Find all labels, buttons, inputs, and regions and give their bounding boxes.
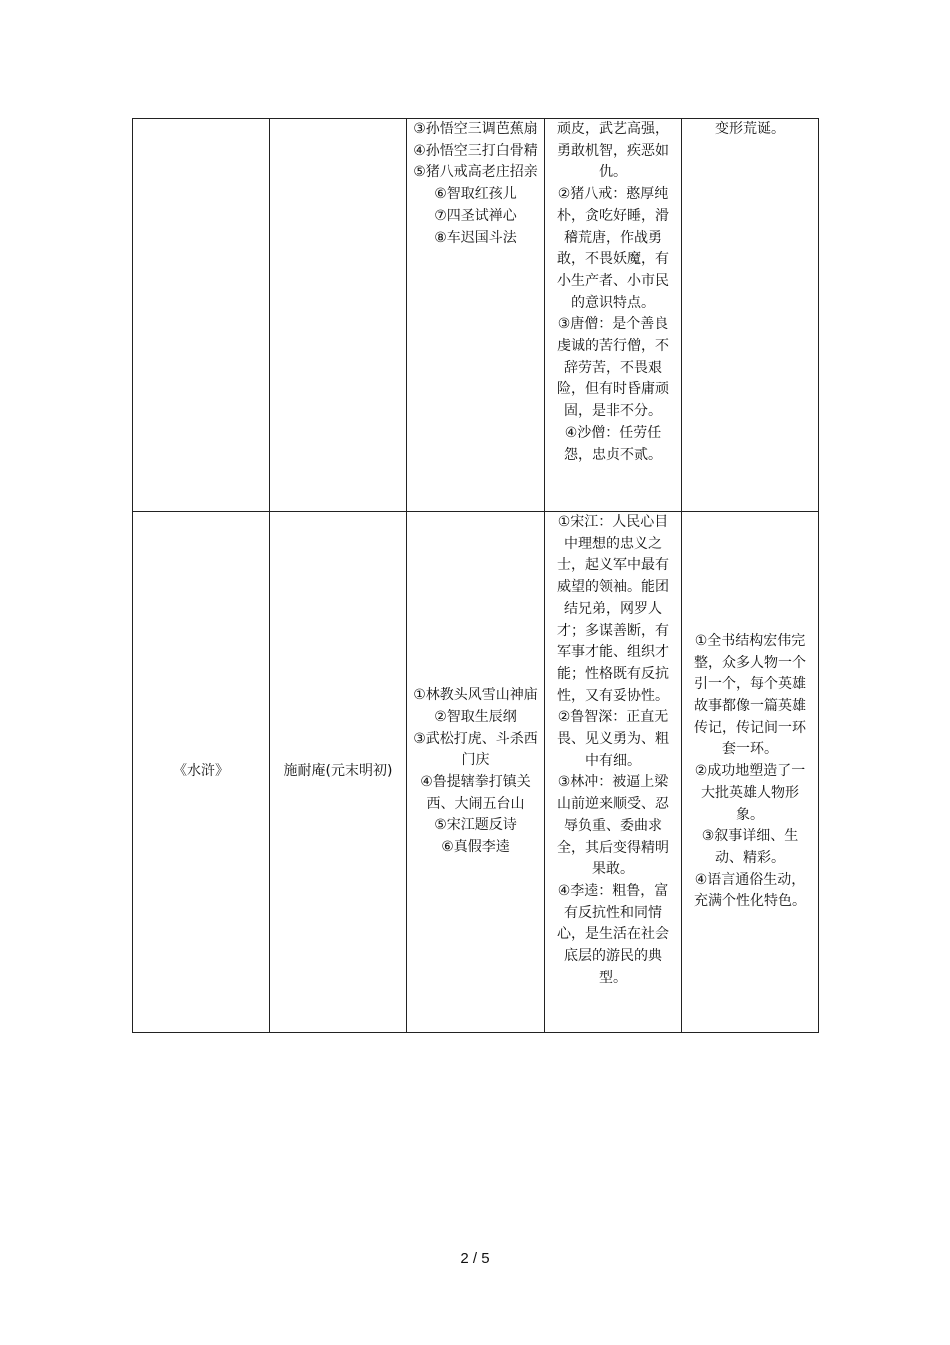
chapter-item: ⑥智取红孩儿 bbox=[434, 186, 517, 203]
chapter-item: ③武松打虎、斗杀西门庆 bbox=[413, 730, 538, 769]
chapter-item: ②智取生辰纲 bbox=[434, 708, 517, 725]
chapter-item: ①林教头风雪山神庙 bbox=[413, 687, 538, 704]
character-item: 顽皮，武艺高强，勇敢机智，疾恶如仇。 bbox=[557, 121, 669, 181]
character-item: ③唐僧：是个善良虔诚的苦行僧，不辞劳苦，不畏艰险，但有时昏庸顽固，是非不分。 bbox=[557, 316, 669, 420]
chapter-item: ⑦四圣试禅心 bbox=[434, 207, 517, 224]
characters-cell bbox=[545, 119, 682, 512]
feature-item: 变形荒诞。 bbox=[715, 121, 785, 137]
feature-item: ②成功地塑造了一大批英雄人物形象。 bbox=[694, 763, 806, 823]
character-item: ②猪八戒：憨厚纯朴，贪吃好睡，滑稽荒唐，作战勇敢，不畏妖魔，有小生产者、小市民的意识特点。 bbox=[557, 186, 669, 311]
chapter-item: ⑤宋江题反诗 bbox=[434, 817, 517, 834]
book-title-cell bbox=[133, 512, 270, 1033]
table-row bbox=[133, 119, 819, 512]
feature-item: ①全书结构宏伟完整，众多人物一个引一个，每个英雄故事都像一篇英雄传记，传记间一环套一环。 bbox=[694, 632, 806, 758]
book-title-cell bbox=[133, 119, 270, 512]
author-cell bbox=[270, 512, 407, 1033]
author-cell bbox=[270, 119, 407, 512]
chapter-item: ④孙悟空三打白骨精 bbox=[413, 142, 538, 159]
page-number: 2 / 5 bbox=[460, 1250, 490, 1267]
character-item: ④李逵：粗鲁，富有反抗性和同情心，是生活在社会底层的游民的典型。 bbox=[557, 882, 669, 986]
literature-table bbox=[132, 118, 819, 1033]
feature-item: ③叙事详细、生动、精彩。 bbox=[701, 828, 799, 866]
chapter-item: ③孙悟空三调芭蕉扇 bbox=[413, 121, 538, 137]
chapter-item: ⑧车迟国斗法 bbox=[434, 229, 517, 246]
chapters-cell bbox=[407, 512, 545, 1033]
chapters-cell bbox=[407, 119, 545, 512]
book-title: 《水浒》 bbox=[173, 763, 229, 780]
character-item: ①宋江：人民心目中理想的忠义之士，起义军中最有威望的领袖。能团结兄弟，网罗人才；多谋善断，有军事才能、组织才能；性格既有反抗性，又有妥协性。 bbox=[557, 514, 669, 704]
character-item: ②鲁智深：正直无畏、见义勇为、粗中有细。 bbox=[557, 709, 669, 769]
character-item: ③林冲：被逼上梁山前逆来顺受、忍辱负重、委曲求全，其后变得精明果敢。 bbox=[557, 774, 669, 878]
author-name: 施耐庵(元末明初) bbox=[283, 763, 393, 780]
features-cell bbox=[682, 119, 819, 512]
chapter-item: ⑤猪八戒高老庄招亲 bbox=[413, 164, 538, 181]
chapter-item: ④鲁提辖拳打镇关西、大闹五台山 bbox=[420, 774, 531, 812]
features-cell bbox=[682, 512, 819, 1033]
characters-cell bbox=[545, 512, 682, 1033]
feature-item: ④语言通俗生动，充满个性化特色。 bbox=[694, 871, 806, 910]
table-row bbox=[133, 512, 819, 1033]
chapter-item: ⑥真假李逵 bbox=[441, 839, 510, 856]
character-item: ④沙僧：任劳任怨，忠贞不贰。 bbox=[564, 424, 662, 463]
